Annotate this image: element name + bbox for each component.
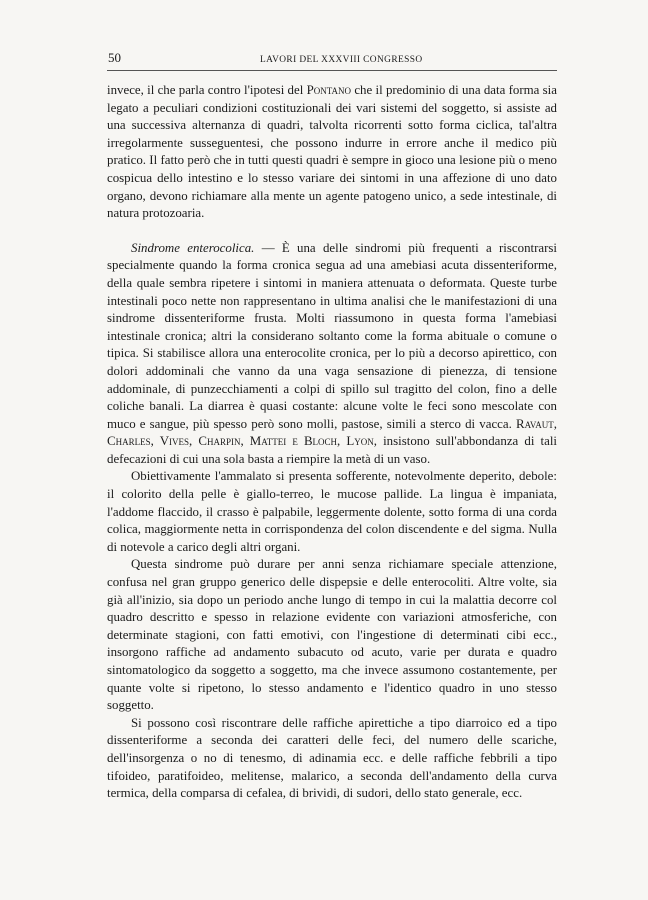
section-heading-enterocolica: Sindrome enterocolica. bbox=[131, 240, 255, 255]
body-text bbox=[107, 82, 557, 803]
paragraph-5: Si possono così riscontrare delle raffiche apirettiche a tipo diarroico ed a tipo dissenteriforme a seconda dei caratteri delle feci, del numero delle scariche, dell'insorgenza o no di tenesmo, di adinamia ecc. e delle raffiche febbrili a tipo tifoideo, paratifoideo, melitense, malarico, a seconda dell'andamento della curva termica, della comparsa di cefalea, di brividi, di sudori, dello stato generale, ecc. bbox=[107, 715, 557, 801]
paragraph-1 bbox=[107, 82, 557, 223]
running-title: LAVORI DEL XXXVIII CONGRESSO bbox=[260, 55, 423, 65]
author-names: Ravaut, Charles, Vives, Charpin, Mattei e Bloch, Lyon, bbox=[107, 416, 557, 449]
page-number: 50 bbox=[108, 50, 121, 65]
paragraph-3: Obiettivamente l'ammalato si presenta sofferente, notevolmente deperito, debole: il colorito della pelle è giallo-terreo, le mucose pallide. La lingua è impaniata, l'addome flaccido, il crasso è palpabile, leggermente dolente, sotto forma di una corda colica, maggiormente netta in corrispondenza del colon discendente e del sigma. Nulla di notevole a carico degli altri organi. bbox=[107, 469, 557, 554]
paragraph-2-text-b: insistono sull'abbondanza di tali defecazioni di cui una sola basta a riempire la metà di un vaso. bbox=[107, 434, 557, 466]
paragraph-1-text-a: invece, il che parla contro l'ipotesi del bbox=[107, 83, 307, 97]
paragraph-2 bbox=[107, 240, 557, 469]
author-name-pontano: Pontano bbox=[306, 83, 352, 97]
paragraph-4: Questa sindrome può durare per anni senza richiamare speciale attenzione, confusa nel gran gruppo generico delle dispepsie e delle enterocoliti. Altre volte, sia già all'inizio, sia dopo un periodo anche lungo di tempo in cui la malattia decorre col quadro descritto e spesso in relazione evidente con variazioni atmosferiche, con determinate stagioni, con fatti emotivi, con l'ingestione di determinati cibi ecc., insorgono raffiche ad andamento subacuto od acuto, varie per durata e quadro sintomatologico da soggetto a soggetto, ma che invece assumono costantemente, per quante volte si ripetono, lo stesso andamento e l'identico quadro in uno stesso soggetto. bbox=[107, 557, 557, 713]
paragraph-2-text-a: — È una delle sindromi più frequenti a riscontrarsi specialmente quando la forma cronica segua ad una amebiasi acuta dissenteriforme, della quale sembra ripetere i sintomi in maniera attenuata o deformata. Queste turbe intestinali poco nette non rappresentano in ultima analisi che le manifestazioni di una sindrome dissenteriforme frusta. Molti riassumono in questa forma l'amebiasi intestinale cronica; altri la considerano soltanto come la forma abituale o comune o tipica. Si stabilisce allora una enterocolite cronica, per lo più a decorso apirettico, con dolori addominali che vanno da una vaga sensazione di pienezza, di tensione addominale, di punzecchiamenti a colpi di spillo sul tragitto del colon, fino a delle coliche banali. La diarrea è quasi costante: alcune volte le feci sono mescolate con muco e sangue, più spesso però sono molli, pastose, simili a sterco di vacca. bbox=[107, 240, 558, 431]
header-rule bbox=[107, 70, 557, 71]
paragraph-1-text-b: che il predominio di una data forma sia legato a peculiari condizioni costituzionali dei vari sistemi del soggetto, si assiste ad una successiva alternanza di quadri, talvolta ricorrenti sotto forma ciclica, tal'altra irregolarmente susseguentesi, che possono indurre in errore anche il medico più pratico. Il fatto però che in tutti questi quadri è sempre in gioco una lesione più o meno cospicua dello intestino e lo stesso variare dei sintomi in una affezione di uno dato organo, devono richiamare alla mente un agente patogeno unico, a sede intestinale, di natura protozoaria. bbox=[107, 83, 557, 221]
